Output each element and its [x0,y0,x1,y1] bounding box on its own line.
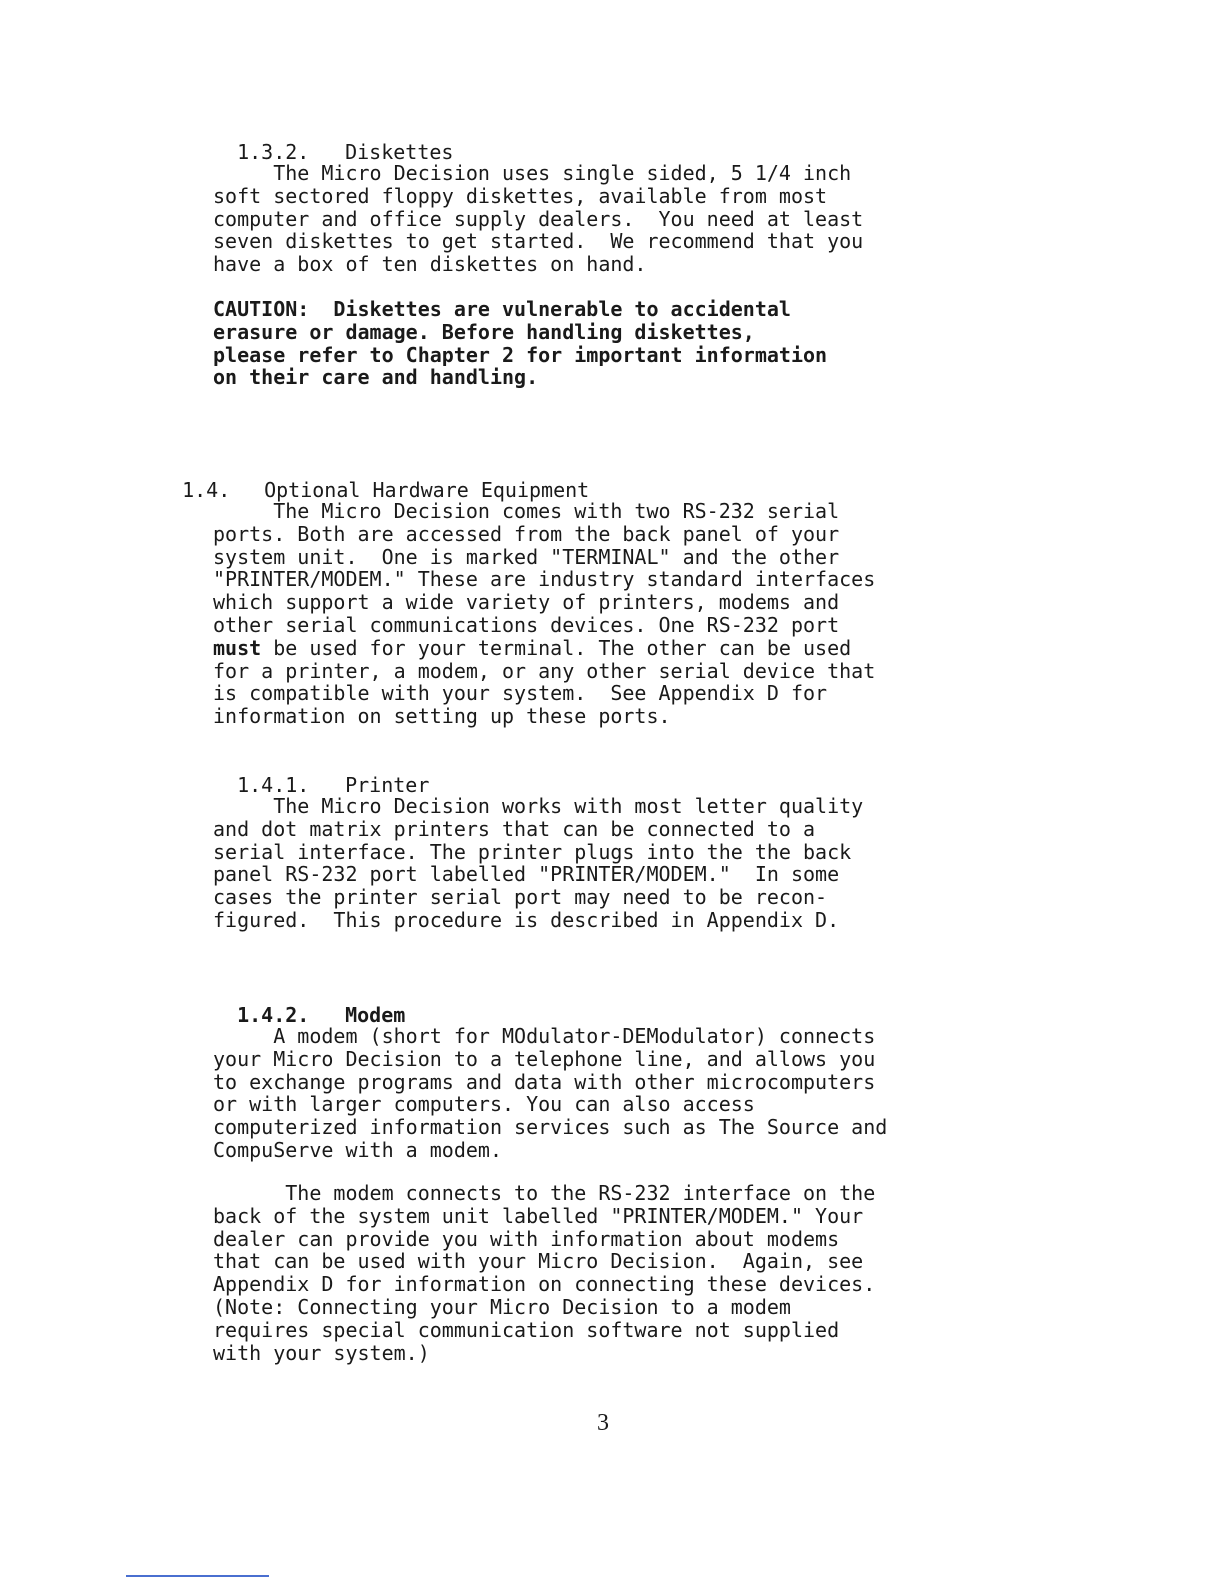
section-number: 1.4. [182,478,231,502]
diskettes-paragraph: The Micro Decision uses single sided, 5 1/4 inch soft sectored floppy diskettes, available from most computer and office supply dealers. You need at least seven diskettes to get started. We recommend that you have a box of ten diskettes on hand. [213,161,864,277]
modem-paragraph-2: The modem connects to the RS-232 interface on the back of the system unit labelled "PRINTER/MODEM." Your dealer can provide you with information about modems that can be used with your Micro Decision. Again, see Appendix D for information on connecting these devices. (Note: Connecting your Micro Decision to a modem requires special communication software not supplied with your system.) [213,1181,876,1365]
optional-hardware-paragraph [213,500,875,728]
section-number: 1.3.2. [237,140,310,164]
section-number: 1.4.1. [237,773,310,797]
emphasis-must: must [213,635,262,660]
paragraph-text: be used for your terminal. The other can be used for a printer, a modem, or any other serial device that is compatible with your system. See Appendix D for information on setting up these ports. [213,635,876,729]
bottom-rule [126,1575,269,1577]
modem-paragraph-1: A modem (short for MOdulator-DEModulator) connects your Micro Decision to a telephone line, and allows you to exchange programs and data with other microcomputers or with larger computers. You can also access computerized information services such as The Source and CompuServe with a modem. [213,1024,888,1162]
section-1-4-2-heading [213,979,405,1027]
printer-paragraph: The Micro Decision works with most letter quality and dot matrix printers that can be connected to a serial interface. The printer plugs into the the back panel RS-232 port labelled "PRINTER/MODEM." In some cases the printer serial port may need to be recon- figured. This procedure is described in Appendix D. [213,794,864,932]
page-number: 3 [597,1410,609,1436]
section-title: Diskettes [345,140,454,164]
section-title: Printer [345,773,430,797]
paragraph-text: The Micro Decision comes with two RS-232 serial ports. Both are accessed from the back panel of your system unit. One is marked "TERMINAL" and the other "PRINTER/MODEM." These are industry standard interfaces which support a wide variety of printers, modems and other serial communications devices. One RS-232 port [213,499,876,637]
section-1-4-heading [158,454,589,502]
section-1-3-2-heading [213,116,453,164]
section-title: Modem [345,1003,406,1027]
section-title: Optional Hardware Equipment [264,478,590,502]
caution-note: CAUTION: Diskettes are vulnerable to accidental erasure or damage. Before handling diskettes, please refer to Chapter 2 for important information on their care and handling. [213,297,828,390]
section-number: 1.4.2. [237,1003,310,1027]
section-1-4-1-heading [213,749,429,797]
